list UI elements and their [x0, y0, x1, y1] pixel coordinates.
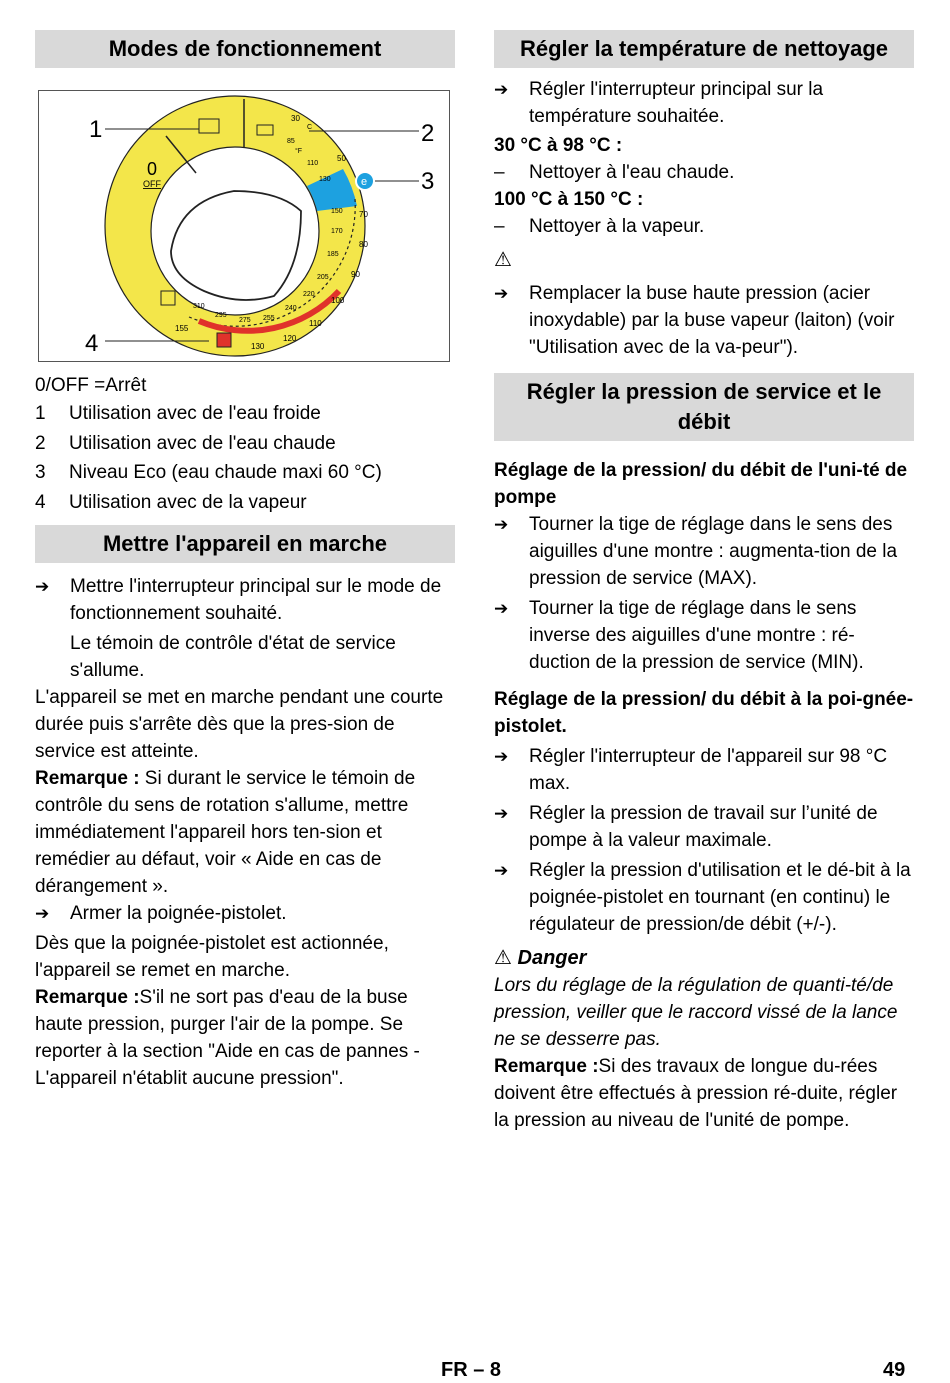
warning-icon: ⚠ [494, 947, 512, 969]
callout-2: 2 [421, 120, 435, 147]
arrow-right-icon: ➔ [494, 515, 509, 534]
scale-f-255: 255 [263, 315, 275, 322]
subheading: Réglage de la pression/ du débit de l'uni-té de pompe [494, 460, 908, 508]
step: ➔ Armer la poignée-pistolet. [35, 900, 455, 927]
remark: Remarque : Si durant le service le témoin de contrôle du sens de rotation s'allume, mettre immédiatement l'appareil hors ten-sion et remédier au défaut, voir « Aide en cas de dérangement ». [35, 768, 416, 897]
dial-figure [38, 90, 450, 362]
legend-item: 4 Utilisation avec de la vapeur [35, 491, 307, 513]
scale-c-130: 130 [251, 342, 265, 351]
legend-item: 3 Niveau Eco (eau chaude maxi 60 °C) [35, 462, 382, 483]
left-column [35, 30, 455, 1092]
arrow-right-icon: ➔ [494, 599, 509, 618]
scale-f-205: 205 [317, 274, 329, 281]
scale-c-50: 50 [337, 154, 346, 163]
callout-4: 4 [85, 330, 99, 357]
scale-f-310: 310 [193, 303, 205, 310]
legend-item: 2 Utilisation avec de l'eau chaude [35, 432, 336, 454]
step: ➔ Régler l'interrupteur de l'appareil sur 98 °C max. [494, 743, 914, 797]
scale-f-170: 170 [331, 228, 343, 235]
step: ➔ Tourner la tige de réglage dans le sens inverse des aiguilles d'une montre : ré-duction de la pression de service (MIN). [494, 595, 914, 676]
scale-c-70: 70 [359, 210, 368, 219]
scale-f-185: 185 [327, 251, 339, 258]
remark: Remarque :Si des travaux de longue du-rées doivent être effectués à pression ré-duite, régler la pression au niveau de l'unité de pompe. [494, 1056, 898, 1131]
arrow-right-icon: ➔ [494, 804, 509, 823]
legend [35, 372, 455, 517]
arrow-right-icon: ➔ [494, 747, 509, 766]
paragraph: Dès que la poignée-pistolet est actionnée, l'appareil se remet en marche. [35, 933, 389, 981]
scale-155: 155 [175, 324, 189, 333]
arrow-right-icon: ➔ [494, 284, 509, 303]
subheading: Réglage de la pression/ du débit à la poi-gnée-pistolet. [494, 689, 914, 737]
range-heading: 100 °C à 150 °C : [494, 189, 644, 210]
scale-f-110: 110 [307, 160, 319, 167]
step: ➔ Tourner la tige de réglage dans le sens des aiguilles d'une montre : augmenta-tion de la pression de service (MAX). [494, 511, 914, 592]
section-title-pressure: Régler la pression de service et le débit [494, 373, 914, 441]
callout-3: 3 [421, 168, 435, 195]
arrow-right-icon: ➔ [35, 577, 50, 596]
scale-f-220: 220 [303, 291, 315, 298]
legend-zero: 0/OFF =Arrêt [35, 375, 147, 396]
dial-diagram [39, 91, 449, 361]
dash-item: – Nettoyer à la vapeur. [494, 216, 705, 237]
range-heading: 30 °C à 98 °C : [494, 135, 623, 156]
scale-c-110: 110 [309, 319, 322, 328]
scale-f-275: 275 [239, 317, 251, 324]
section-title-start: Mettre l'appareil en marche [35, 525, 455, 563]
arrow-right-icon: ➔ [494, 861, 509, 880]
step: ➔ Mettre l'interrupteur principal sur le mode de fonctionnement souhaité. [35, 573, 455, 627]
scale-f-240: 240 [285, 305, 297, 312]
step-continuation: Le témoin de contrôle d'état de service s'allume. [70, 633, 396, 681]
step: ➔ Régler la pression de travail sur l’unité de pompe à la valeur maximale. [494, 800, 914, 854]
right-column [494, 30, 914, 1134]
dial-off-label: OFF [143, 179, 161, 189]
scale-f-85: 85 [287, 138, 295, 145]
step: ➔ Remplacer la buse haute pression (acier inoxydable) par la buse vapeur (laiton) (voir "Utilisation avec de la va-peur"). [494, 280, 914, 361]
legend-item: 1 Utilisation avec de l'eau froide [35, 403, 321, 424]
section-title-modes: Modes de fonctionnement [35, 30, 455, 68]
section-title-temperature: Régler la température de nettoyage [494, 30, 914, 68]
arrow-right-icon: ➔ [494, 80, 509, 99]
step: ➔ Régler l'interrupteur principal sur la température souhaitée. [494, 76, 914, 130]
eco-icon-label: e [361, 176, 368, 188]
footer-section: FR – 8 [441, 1359, 502, 1381]
dash-item: – Nettoyer à l'eau chaude. [494, 162, 735, 183]
step: ➔ Régler la pression d'utilisation et le dé-bit à la poignée-pistolet en tournant (en continu) le régulateur de pression/de débit (+/-). [494, 857, 914, 938]
paragraph: L'appareil se met en marche pendant une courte durée puis s'arrête dès que la pres-sion de service est atteinte. [35, 687, 444, 762]
arrow-right-icon: ➔ [35, 904, 50, 923]
unit-f: °F [295, 148, 303, 155]
scale-c-90: 90 [351, 270, 360, 279]
scale-c-80: 80 [359, 240, 368, 249]
scale-f-130: 130 [319, 176, 331, 183]
scale-f-295: 295 [215, 312, 227, 319]
unit-c: C [307, 124, 313, 131]
warning-icon: ⚠ [494, 249, 512, 271]
scale-c-30: 30 [291, 114, 300, 123]
danger-heading: ⚠ Danger [494, 947, 587, 969]
scale-f-150: 150 [331, 208, 343, 215]
danger-text: Lors du réglage de la régulation de quanti-té/de pression, veiller que le raccord vissé de la lance ne se desserre pas. [494, 975, 898, 1050]
scale-c-120: 120 [283, 334, 297, 343]
callout-1: 1 [89, 116, 103, 143]
page-number: 49 [883, 1359, 906, 1381]
steam-icon [217, 333, 231, 347]
scale-c-100: 100 [331, 296, 345, 305]
dial-zero: 0 [147, 159, 158, 179]
remark: Remarque :S'il ne sort pas d'eau de la buse haute pression, purger l'air de la pompe. Se reporter à la section "Aide en cas de pannes - L'appareil n'établit aucune pression". [35, 987, 420, 1089]
